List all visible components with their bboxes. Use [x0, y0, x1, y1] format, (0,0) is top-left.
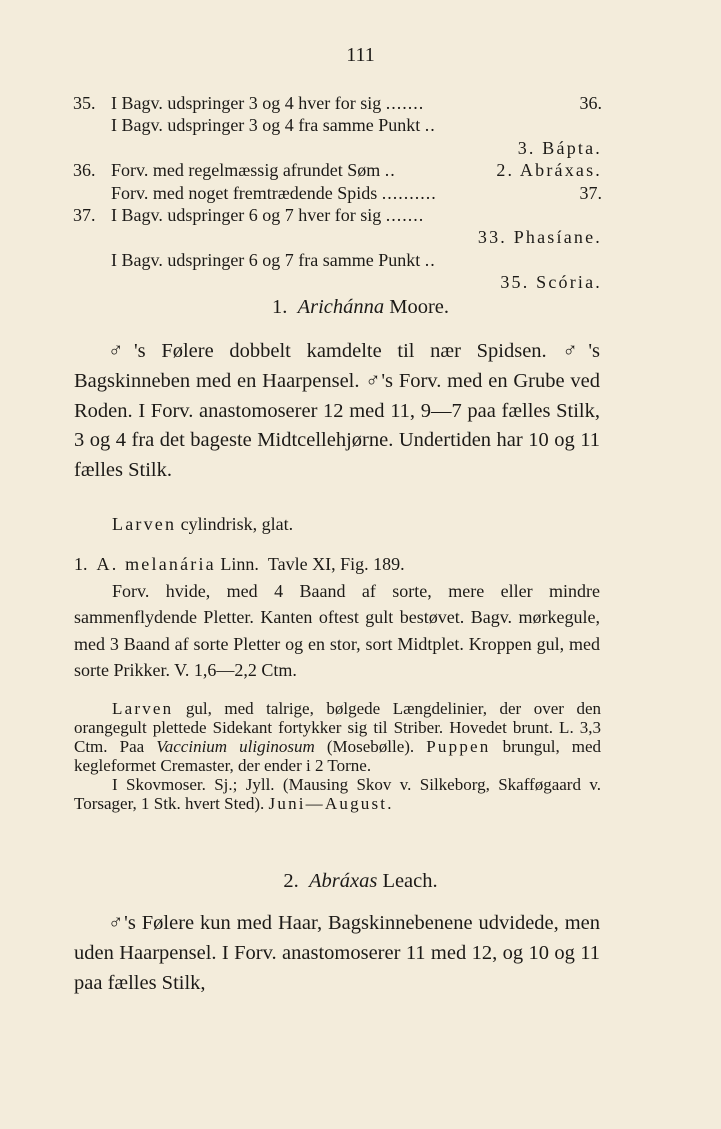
- genus-heading-abraxas: 2. Abráxas Leach.: [283, 870, 438, 892]
- key-text: I Bagv. udspringer 6 og 7 hver for sig .......: [111, 204, 425, 225]
- key-line: [0, 226, 721, 248]
- key-line: [0, 159, 721, 181]
- genus-heading-arichanna: 1. Arichánna Moore.: [271, 296, 450, 318]
- key-number: 35.: [73, 93, 96, 113]
- key-target: 35. Scória.: [500, 272, 602, 293]
- species-heading: 1. A. melanária Linn. Tavle XI, Fig. 189.: [74, 554, 405, 574]
- key-target: 2. Abráxas.: [496, 160, 602, 181]
- key-line: [0, 249, 721, 271]
- species-description: Forv. hvide, med 4 Baand af sorte, mere eller mindre sammenflydende Pletter. Kanten oftest gult bestøvet. Bagv. mørkegule, med 3 Baand af sorte Pletter og en stor, sort Midtplet. Kroppen gul, med sorte Prikker. V. 1,6—2,2 Ctm.: [74, 580, 600, 680]
- genus-name: Arichánna: [297, 296, 385, 318]
- key-line: [0, 137, 721, 159]
- key-text: Forv. med noget fremtrædende Spids ..........: [111, 182, 437, 203]
- genus-description-abraxas: ♂'s Følere kun med Haar, Bagskinnebenene udvidede, men uden Haarpensel. I Forv. anastomoserer 11 med 12, og 10 og 11 paa fælles Stilk,: [74, 912, 600, 994]
- genus-description-arichanna: ♂'s Følere dobbelt kamdelte til nær Spidsen. ♂'s Bagskinneben med en Haarpensel. ♂'s Forv. med en Grube ved Roden. I Forv. anastomoserer 12 med 11, 9—7 paa fælles Stilk, 3 og 4 fra det bageste Midtcellehjørne. Undertiden har 10 og 11 fælles Stilk.: [74, 340, 600, 482]
- page-number: 111: [346, 44, 375, 66]
- key-text: Forv. med regelmæssig afrundet Søm ..: [111, 160, 396, 181]
- key-line: [0, 271, 721, 293]
- key-target: 33. Phasíane.: [477, 227, 602, 248]
- key-number: 37.: [73, 204, 96, 225]
- key-text: I Bagv. udspringer 3 og 4 fra samme Punkt ..: [111, 115, 436, 136]
- key-text: I Bagv. udspringer 6 og 7 fra samme Punkt ..: [111, 249, 436, 270]
- key-number: 36.: [73, 160, 96, 181]
- genus-name: Abráxas: [308, 870, 378, 892]
- key-line: [0, 114, 721, 136]
- key-target: 36.: [579, 93, 602, 113]
- key-target: 3. Bápta.: [517, 137, 602, 158]
- key-target: 37.: [579, 182, 602, 203]
- larva-note-arichanna: Larven cylindrisk, glat.: [112, 514, 294, 534]
- key-text: I Bagv. udspringer 3 og 4 hver for sig .......: [111, 93, 425, 113]
- life-history-melanaria: Larven gul, med talrige, bølgede Længdelinier, der over den orangegult plettede Sidekant fortykker sig til Striber. Hovedet brunt. L. 3,3 Ctm. Paa Vaccinium uliginosum (Mosebølle). Puppen brungul, med kegleformet Cremaster, der ender i 2 Torne. I Skovmoser. Sj.; Jyll. (Mausing Skov v. Silkeborg, Skafføgaard v. Torsager, 1 Stk. hvert Sted). Juni—August.: [74, 699, 602, 813]
- key-line: [0, 92, 721, 114]
- species-entry-melanaria: [74, 551, 600, 684]
- key-line: [0, 204, 721, 226]
- key-line: [0, 182, 721, 204]
- identification-key: [0, 92, 721, 294]
